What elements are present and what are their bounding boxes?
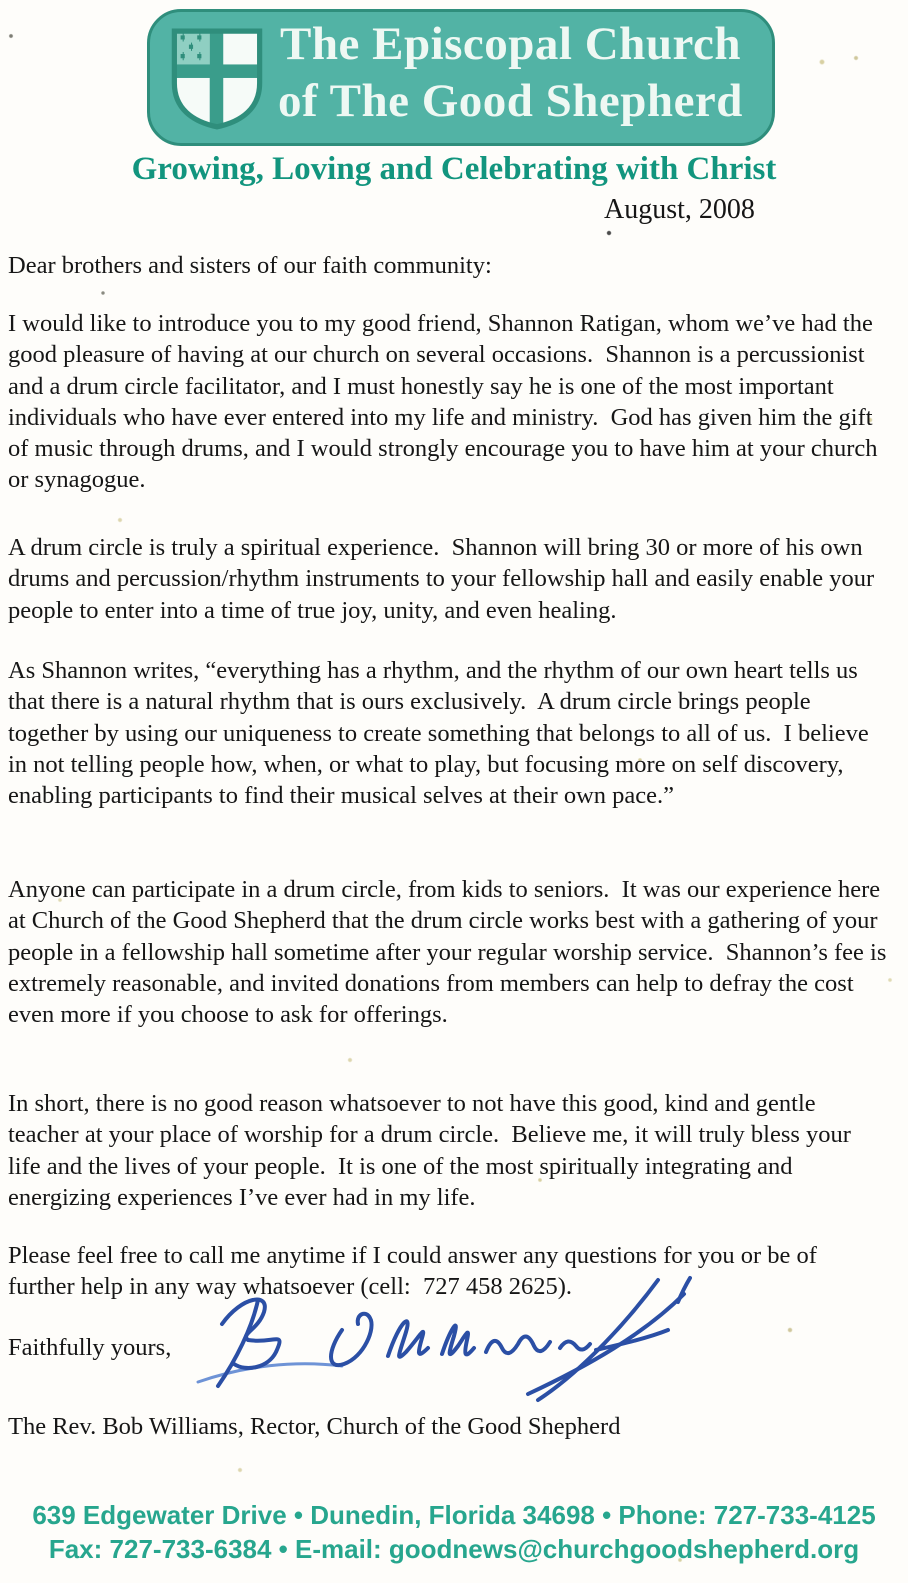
paragraph-participation: Anyone can participate in a drum circle, from kids to seniors. It was our experience here at Church of the Good Shepherd that the drum circle works best with a gathering of your people in a fellowship hall sometime after your regular worship service. Shannon’s fee is extremely reasonable, and invited donations from members can help to defray the cost even more if you choose to ask for offerings.: [8, 876, 893, 1029]
episcopal-shield-icon: [170, 27, 264, 131]
paragraph-contact: Please feel free to call me anytime if I could answer any questions for you or be of further help in any way whatsoever (cell: 727 458 2625).: [8, 1242, 824, 1301]
org-name-line1: The Episcopal Church: [280, 18, 741, 70]
signature-bob-williams: [192, 1272, 692, 1408]
paragraph-introduction: I would like to introduce you to my good friend, Shannon Ratigan, whom we’ve had the good pleasure of having at our church on several occasions. Shannon is a percussionist and a drum circle facilitator, and I must honestly say he is one of the most important individuals who have ever entered into my life and ministry. God has given him the gift of music through drums, and I would strongly encourage you to have him at your church or synagogue.: [8, 310, 884, 494]
salutation: Dear brothers and sisters of our faith community:: [8, 252, 492, 279]
church-tagline: Growing, Loving and Celebrating with Christ: [131, 151, 777, 187]
footer-address-phone: 639 Edgewater Drive • Dunedin, Florida 34698 • Phone: 727-733-4125: [32, 1500, 876, 1530]
footer-fax-email: Fax: 727-733-6384 • E-mail: goodnews@churchgoodshepherd.org: [48, 1534, 860, 1564]
paragraph-spiritual-experience: A drum circle is truly a spiritual experience. Shannon will bring 30 or more of his own drums and percussion/rhythm instruments to your fellowship hall and easily enable your people to enter into a time of true joy, unity, and even healing.: [8, 534, 881, 624]
org-name-line2: of The Good Shepherd: [278, 75, 743, 127]
closing-line: Faithfully yours,: [8, 1334, 172, 1361]
paragraph-recommendation: In short, there is no good reason whatsoever to not have this good, kind and gentle teacher at your place of worship for a drum circle. Believe me, it will truly bless your life and the lives of your people. It is one of the most spiritually integrating and energizing experiences I’ve ever had in my life.: [8, 1090, 858, 1211]
letterhead-banner: [147, 9, 775, 146]
letter-date: August, 2008: [604, 194, 755, 225]
org-name: [258, 16, 763, 130]
paragraph-shannon-quote: As Shannon writes, “everything has a rhythm, and the rhythm of our own heart tells us that there is a natural rhythm that is ours exclusively. A drum circle brings people together by using our uniqueness to create something that belongs to all of us. I believe in not telling people how, when, or what to play, but focusing more on self discovery, enabling participants to find their musical selves at their own pace.”: [8, 657, 875, 810]
signer-title-line: The Rev. Bob Williams, Rector, Church of the Good Shepherd: [8, 1413, 621, 1440]
